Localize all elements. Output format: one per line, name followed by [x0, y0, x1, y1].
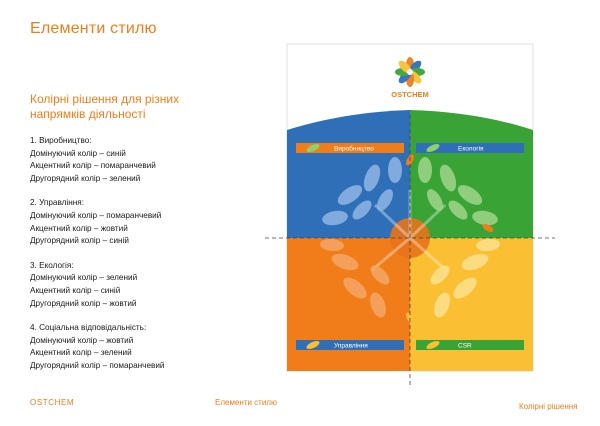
- group-heading: 2. Управління:: [30, 198, 84, 208]
- group-heading: 1. Виробництво:: [30, 136, 92, 145]
- group-line: Домінуючий колір – помаранчевий: [30, 210, 162, 220]
- label-csr: CSR: [458, 342, 472, 350]
- group-line: Акцентний колір – помаранчевий: [30, 161, 156, 171]
- group-heading: 3. Екологія:: [30, 260, 74, 270]
- label-management: Управління: [334, 342, 368, 350]
- section-title: Колірні рішення для різних напрямків діяльності: [30, 92, 180, 121]
- ostchem-logo: [395, 57, 425, 87]
- group-line: Домінуючий колір – жовтий: [30, 335, 134, 345]
- footer-page-topic: Колірні рішення: [519, 402, 578, 411]
- group-line: Другорядний колір – зелений: [30, 173, 141, 183]
- group-line: Другорядний колір – помаранчевий: [30, 360, 165, 370]
- footer-brand: OSTCHEM: [30, 398, 75, 407]
- label-production: Виробництво: [334, 145, 374, 153]
- group-line: Домінуючий колір – зелений: [30, 273, 138, 283]
- group-line: Другорядний колір – синій: [30, 236, 129, 246]
- group-heading: 4. Соціальна відповідальність:: [30, 323, 147, 333]
- logo-text: OSTCHEM: [391, 90, 429, 99]
- footer-section: Елементи стилю: [215, 398, 277, 407]
- group-line: Другорядний колір – жовтий: [30, 298, 137, 308]
- group-line: Акцентний колір – жовтий: [30, 223, 128, 233]
- page-title: Елементи стилю: [30, 20, 157, 37]
- group-line: Акцентний колір – синій: [30, 285, 121, 295]
- group-line: Акцентний колір – зелений: [30, 348, 132, 358]
- group-line: Домінуючий колір – синій: [30, 148, 126, 158]
- label-ecology: Екологія: [458, 145, 484, 153]
